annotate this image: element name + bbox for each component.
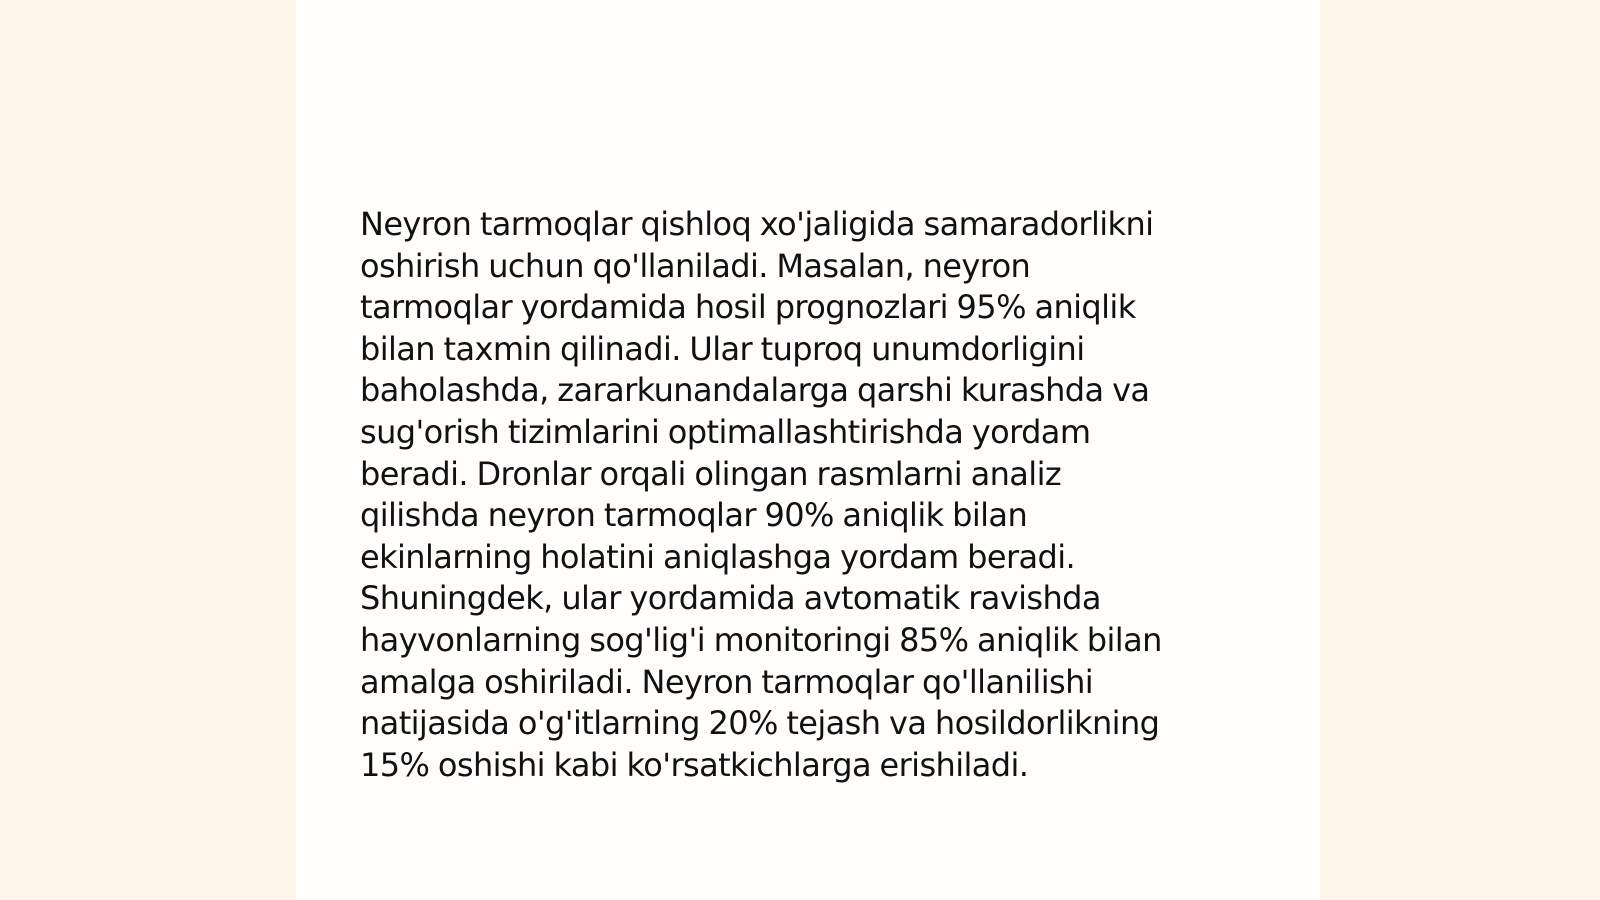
slide-canvas — [296, 0, 1320, 900]
right-margin-panel — [1320, 0, 1600, 900]
slide-body-text: Neyron tarmoqlar qishloq xo'jaligida samaradorlikni oshirish uchun qo'llaniladi. Masalan, neyron tarmoqlar yordamida hosil prognozlari 95% aniqlik bilan taxmin qilinadi. Ular tuproq unumdorligini baholashda, zararkunandalarga qarshi kurashda va sug'orish tizimlarini optimallashtirishda yordam beradi. Dronlar orqali olingan rasmlarni analiz qilishda neyron tarmoqlar 90% aniqlik bilan ekinlarning holatini aniqlashga yordam beradi. Shuningdek, ular yordamida avtomatik ravishda hayvonlarning sog'lig'i monitoringi 85% aniqlik bilan amalga oshiriladi. Neyron tarmoqlar qo'llanilishi natijasida o'g'itlarning 20% tejash va hosildorlikning 15% oshishi kabi ko'rsatkichlarga erishiladi. — [360, 205, 1162, 784]
left-margin-panel — [0, 0, 296, 900]
